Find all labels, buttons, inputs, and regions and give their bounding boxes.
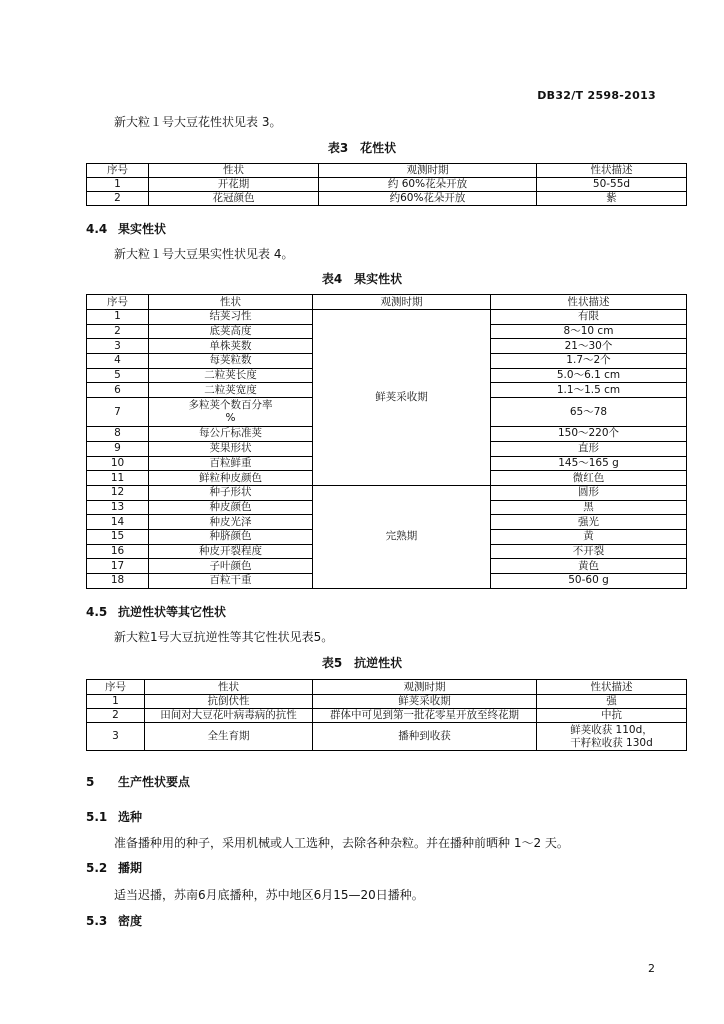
section-title: 密度 (118, 914, 143, 928)
table4-cell: 65～78 (491, 398, 687, 427)
table5-row (87, 695, 687, 709)
table3-header-row (87, 164, 687, 178)
table4-row (87, 485, 687, 500)
table4-caption: 表4 果实性状 (321, 272, 403, 286)
table5-header-cell: 性状描述 (537, 680, 687, 695)
section-4-5-heading (86, 603, 226, 620)
table5-cell: 强 (537, 695, 687, 709)
table5-header-cell: 序号 (87, 680, 145, 695)
table3-row (87, 192, 687, 206)
section-5-heading (86, 773, 190, 790)
section-title: 果实性状 (118, 222, 167, 236)
table5-cell: 鲜荚采收期 (313, 695, 537, 709)
table4-cell: 种皮光泽 (149, 515, 313, 530)
table4-cell: 13 (87, 500, 149, 515)
table3-header-cell: 性状 (149, 164, 319, 178)
table4-cell: 10 (87, 456, 149, 471)
table5-row (87, 723, 687, 751)
table4-cell: 1.1～1.5 cm (491, 383, 687, 398)
table4-cell: 每公斤标准荚 (149, 427, 313, 442)
table4-cell: 单株荚数 (149, 339, 313, 354)
table4-cell: 黄色 (491, 559, 687, 574)
table3-cell: 2 (87, 192, 149, 206)
table4-cell: 8 (87, 427, 149, 442)
table4-header-cell: 性状 (149, 295, 313, 310)
table3-header-cell: 序号 (87, 164, 149, 178)
table4-cell: 2 (87, 324, 149, 339)
table5-cell: 1 (87, 695, 145, 709)
page-number: 2 (648, 962, 655, 975)
table5-cell: 播种到收获 (313, 723, 537, 751)
table4-cell: 6 (87, 383, 149, 398)
section-title: 抗逆性状等其它性状 (118, 605, 227, 619)
section-number: 4.5 (86, 605, 108, 619)
table4-cell: 每荚粒数 (149, 354, 313, 369)
table5-row (87, 709, 687, 723)
section-number: 5.3 (86, 914, 108, 928)
table4-cell: 种皮开裂程度 (149, 544, 313, 559)
table4-cell: 7 (87, 398, 149, 427)
table4-header-row (87, 295, 687, 310)
table5 (86, 679, 687, 751)
table4-cell: 16 (87, 544, 149, 559)
section-number: 5.1 (86, 810, 108, 824)
section-5-2-text: 适当迟播，苏南6月底播种，苏中地区6月15—20日播种。 (114, 888, 424, 902)
document-id: DB32/T 2598-2013 (537, 89, 656, 102)
table5-cell: 群体中可见到第一批花零星开放至终花期 (313, 709, 537, 723)
table4-row (87, 310, 687, 325)
table4-cell: 18 (87, 574, 149, 589)
table4-header-cell: 观测时期 (313, 295, 491, 310)
table5-cell: 中抗 (537, 709, 687, 723)
table4-cell: 直形 (491, 441, 687, 456)
table4-cell: 不开裂 (491, 544, 687, 559)
table4-cell: 5 (87, 368, 149, 383)
table4-cell: 黑 (491, 500, 687, 515)
table4-header-cell: 性状描述 (491, 295, 687, 310)
intro-flower-text: 新大粒１号大豆花性状见表 3。 (114, 115, 282, 129)
section-5-2-heading (86, 859, 142, 876)
table5-cell: 3 (87, 723, 145, 751)
table3-cell: 1 (87, 178, 149, 192)
table3-cell: 开花期 (149, 178, 319, 192)
table4-cell: 12 (87, 485, 149, 500)
table4-cell: 50-60 g (491, 574, 687, 589)
table4-cell: 种脐颜色 (149, 529, 313, 544)
table4-cell: 15 (87, 529, 149, 544)
table5-cell: 抗倒伏性 (145, 695, 313, 709)
table3-header-cell: 观测时期 (319, 164, 537, 178)
table4-cell: 1 (87, 310, 149, 325)
table4-cell: 14 (87, 515, 149, 530)
section-5-1-heading (86, 808, 142, 825)
table4-cell: 百粒干重 (149, 574, 313, 589)
table4-header-cell: 序号 (87, 295, 149, 310)
section-title: 播期 (118, 861, 143, 875)
table4-cell: 二粒荚宽度 (149, 383, 313, 398)
table4-cell: 145～165 g (491, 456, 687, 471)
table4-period-fresh: 鲜荚采收期 (313, 310, 491, 486)
table4-cell: 种子形状 (149, 485, 313, 500)
table4-cell: 5.0～6.1 cm (491, 368, 687, 383)
section-number: 5 (86, 775, 95, 789)
table4-cell: 底荚高度 (149, 324, 313, 339)
table3-caption: 表3 花性状 (327, 141, 397, 155)
table4-cell: 二粒荚长度 (149, 368, 313, 383)
table5-caption: 表5 抗逆性状 (321, 656, 403, 670)
section-5-3-heading (86, 912, 142, 929)
table5-cell: 2 (87, 709, 145, 723)
table5-header-row (87, 680, 687, 695)
section-number: 4.4 (86, 222, 108, 236)
section-title: 选种 (118, 810, 143, 824)
section-title: 生产性状要点 (118, 775, 191, 789)
table5-cell: 全生育期 (145, 723, 313, 751)
table5-header-cell: 观测时期 (313, 680, 537, 695)
table4-cell: 荚果形状 (149, 441, 313, 456)
section-4-5-text: 新大粒1号大豆抗逆性等其它性状见表5。 (114, 630, 334, 644)
table4-cell: 8～10 cm (491, 324, 687, 339)
table4-cell: 17 (87, 559, 149, 574)
table4-cell: 微红色 (491, 471, 687, 486)
table5-cell: 田间对大豆花叶病毒病的抗性 (145, 709, 313, 723)
table4-cell: 9 (87, 441, 149, 456)
table4-cell: 圆形 (491, 485, 687, 500)
table3-cell: 约60%花朵开放 (319, 192, 537, 206)
section-number: 5.2 (86, 861, 108, 875)
table4-cell: 21～30个 (491, 339, 687, 354)
table4-cell: 鲜粒种皮颜色 (149, 471, 313, 486)
table5-header-cell: 性状 (145, 680, 313, 695)
section-4-4-text: 新大粒１号大豆果实性状见表 4。 (114, 247, 294, 261)
table3-cell: 花冠颜色 (149, 192, 319, 206)
table4 (86, 294, 687, 589)
table3-cell: 约 60%花朵开放 (319, 178, 537, 192)
section-5-1-text: 准备播种用的种子，采用机械或人工选种，去除各种杂粒。并在播种前晒种 1～2 天。 (114, 836, 569, 850)
table4-cell: 有限 (491, 310, 687, 325)
table4-cell: 150～220个 (491, 427, 687, 442)
table4-period-mature: 完熟期 (313, 485, 491, 588)
table4-cell: 百粒鲜重 (149, 456, 313, 471)
table4-cell: 结荚习性 (149, 310, 313, 325)
table4-cell: 11 (87, 471, 149, 486)
table3-cell: 紫 (537, 192, 687, 206)
table4-cell: 1.7～2个 (491, 354, 687, 369)
table4-cell: 4 (87, 354, 149, 369)
table4-cell: 种皮颜色 (149, 500, 313, 515)
table4-cell: 子叶颜色 (149, 559, 313, 574)
table4-cell: 黄 (491, 529, 687, 544)
table3 (86, 163, 687, 206)
table3-row (87, 178, 687, 192)
table5-cell: 鲜荚收获 110d， 干籽粒收获 130d (537, 723, 687, 751)
table3-header-cell: 性状描述 (537, 164, 687, 178)
table4-cell: 强光 (491, 515, 687, 530)
table3-cell: 50-55d (537, 178, 687, 192)
table4-cell: 3 (87, 339, 149, 354)
table4-cell: 多粒荚个数百分率 % (149, 398, 313, 427)
section-4-4-heading (86, 220, 166, 237)
